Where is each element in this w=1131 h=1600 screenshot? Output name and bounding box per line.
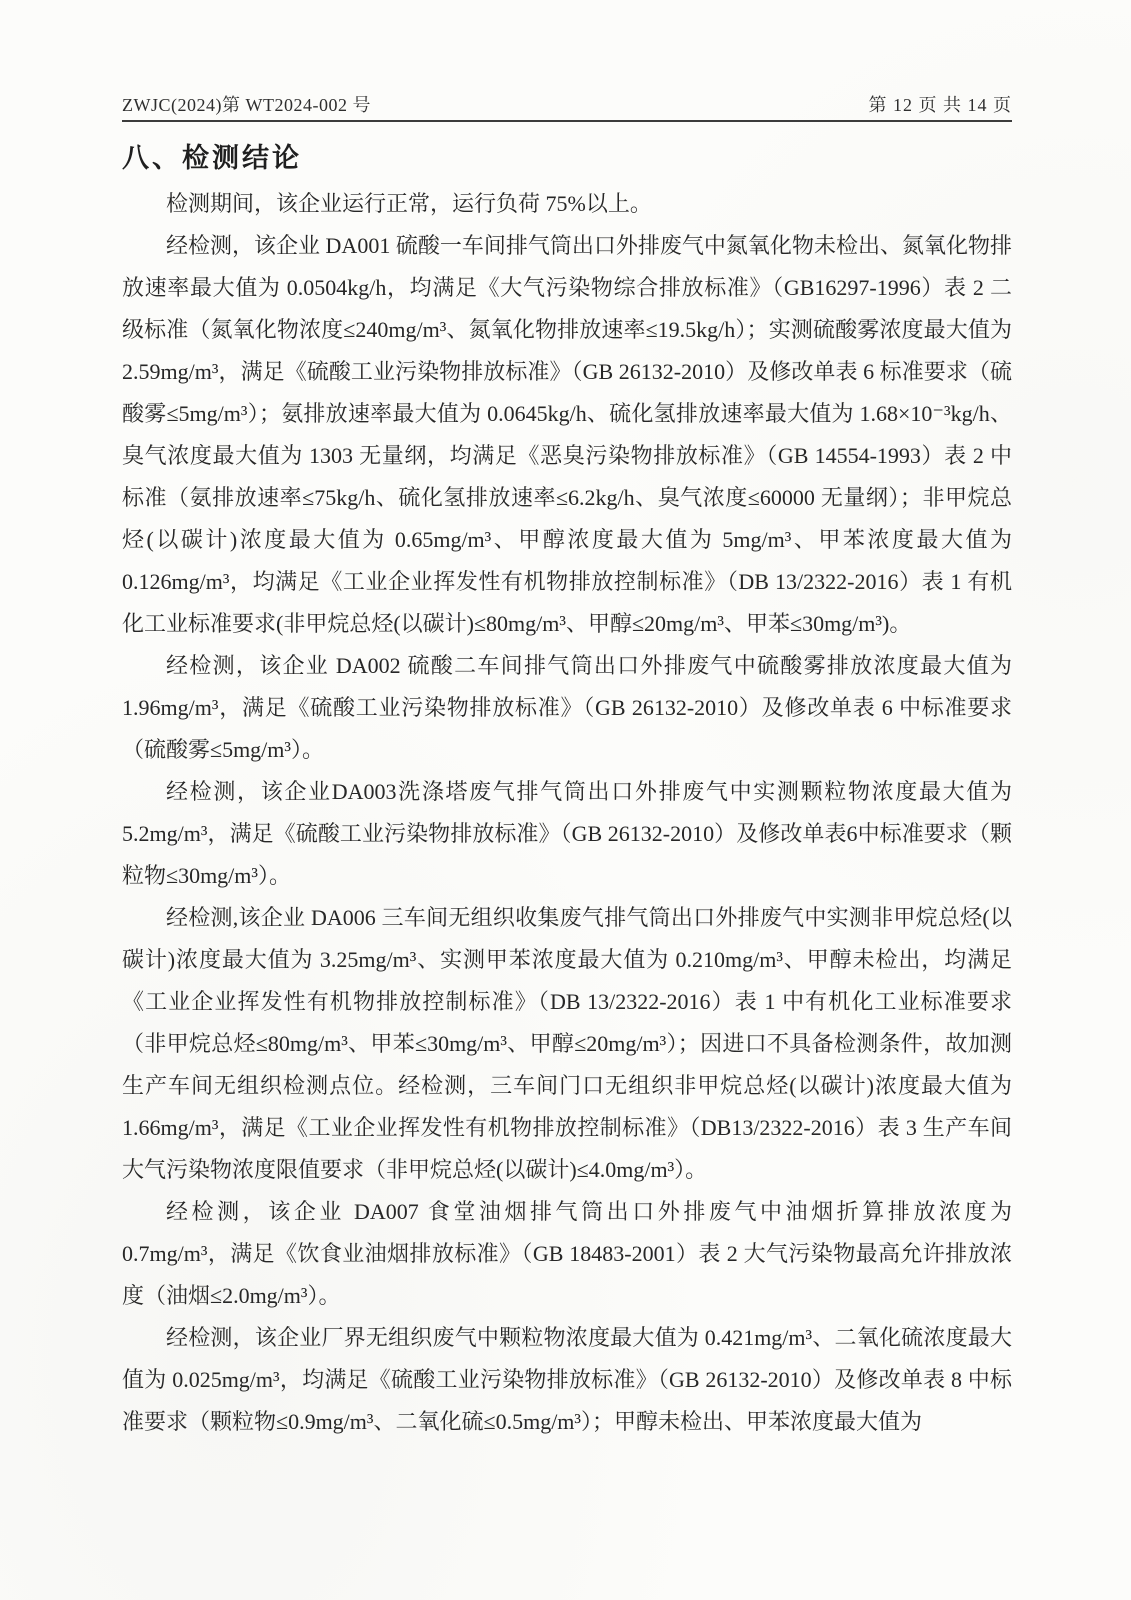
page-header	[122, 94, 1012, 122]
paragraph-da003-scrubber-tower: 经检测，该企业DA003洗涤塔废气排气筒出口外排废气中实测颗粒物浓度最大值为 5.2mg/m³，满足《硫酸工业污染物排放标准》（GB 26132-2010）及修改单表6中标准要求（颗粒物≤30mg/m³）。	[122, 779, 1012, 888]
paragraph-da001-sulfuric-acid-workshop1: 经检测，该企业 DA001 硫酸一车间排气筒出口外排废气中氮氧化物未检出、氮氧化物排放速率最大值为 0.0504kg/h，均满足《大气污染物综合排放标准》（GB16297-1996）表 2 二级标准（氮氧化物浓度≤240mg/m³、氮氧化物排放速率≤19.5kg/h）；实测硫酸雾浓度最大值为 2.59mg/m³，满足《硫酸工业污染物排放标准》（GB 26132-2010）及修改单表 6 标准要求（硫酸雾≤5mg/m³）；氨排放速率最大值为 0.0645kg/h、硫化氢排放速率最大值为 1.68×10⁻³kg/h、臭气浓度最大值为 1303 无量纲，均满足《恶臭污染物排放标准》（GB 14554-1993）表 2 中标准（氨排放速率≤75kg/h、硫化氢排放速率≤6.2kg/h、臭气浓度≤60000 无量纲）；非甲烷总烃(以碳计)浓度最大值为 0.65mg/m³、甲醇浓度最大值为 5mg/m³、甲苯浓度最大值为 0.126mg/m³，均满足《工业企业挥发性有机物排放控制标准》（DB 13/2322-2016）表 1 有机化工业标准要求(非甲烷总烃(以碳计)≤80mg/m³、甲醇≤20mg/m³、甲苯≤30mg/m³)。	[122, 233, 1012, 636]
paragraph-da002-sulfuric-acid-workshop2: 经检测，该企业 DA002 硫酸二车间排气筒出口外排废气中硫酸雾排放浓度最大值为 1.96mg/m³，满足《硫酸工业污染物排放标准》（GB 26132-2010）及修改单表 6 中标准要求（硫酸雾≤5mg/m³）。	[122, 653, 1012, 762]
report-body	[122, 183, 1012, 1443]
document-number: ZWJC(2024)第 WT2024-002 号	[122, 95, 371, 115]
paragraph-operating-load: 检测期间，该企业运行正常，运行负荷 75%以上。	[166, 191, 652, 216]
report-content	[122, 140, 1012, 1443]
paragraph-da006-workshop3-fugitive: 经检测,该企业 DA006 三车间无组织收集废气排气筒出口外排废气中实测非甲烷总烃(以碳计)浓度最大值为 3.25mg/m³、实测甲苯浓度最大值为 0.210mg/m³、甲醇未检出，均满足《工业企业挥发性有机物排放控制标准》（DB 13/2322-2016）表 1 中有机化工业标准要求（非甲烷总烃≤80mg/m³、甲苯≤30mg/m³、甲醇≤20mg/m³）；因进口不具备检测条件，故加测生产车间无组织检测点位。经检测，三车间门口无组织非甲烷总烃(以碳计)浓度最大值为 1.66mg/m³，满足《工业企业挥发性有机物排放控制标准》（DB13/2322-2016）表 3 生产车间大气污染物浓度限值要求（非甲烷总烃(以碳计)≤4.0mg/m³）。	[122, 905, 1012, 1182]
paragraph-da007-canteen-fume: 经检测，该企业 DA007 食堂油烟排气筒出口外排废气中油烟折算排放浓度为 0.7mg/m³，满足《饮食业油烟排放标准》（GB 18483-2001）表 2 大气污染物最高允许排放浓度（油烟≤2.0mg/m³）。	[122, 1199, 1012, 1308]
paragraph-factory-boundary-fugitive: 经检测，该企业厂界无组织废气中颗粒物浓度最大值为 0.421mg/m³、二氧化硫浓度最大值为 0.025mg/m³，均满足《硫酸工业污染物排放标准》（GB 26132-2010）及修改单表 8 中标准要求（颗粒物≤0.9mg/m³、二氧化硫≤0.5mg/m³）；甲醇未检出、甲苯浓度最大值为	[122, 1325, 1012, 1434]
page-number-indicator: 第 12 页 共 14 页	[868, 95, 1012, 115]
section-title: 八、检测结论	[122, 143, 302, 173]
